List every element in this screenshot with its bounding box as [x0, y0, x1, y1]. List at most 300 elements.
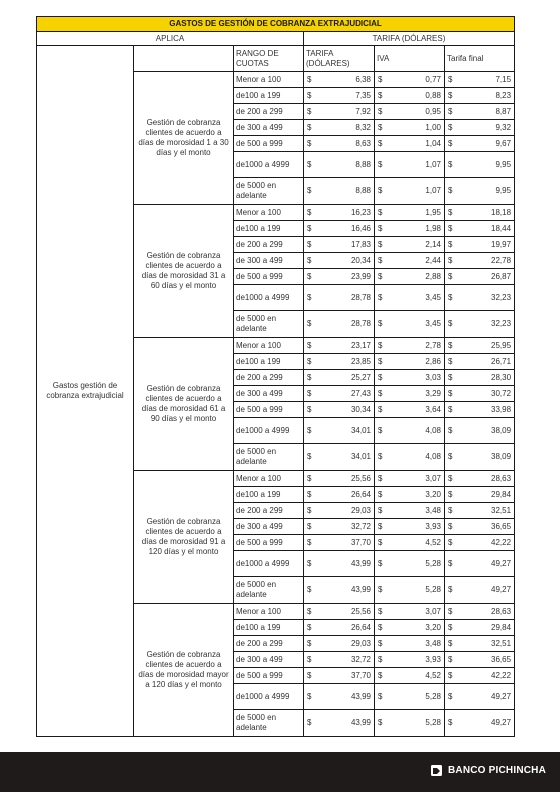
header-rango: RANGO DE CUOTAS [234, 46, 304, 72]
iva-cell [375, 710, 445, 737]
iva-cell-value: 3,64 [425, 404, 441, 414]
currency-symbol: $ [307, 585, 312, 594]
currency-symbol: $ [307, 452, 312, 461]
currency-symbol: $ [448, 74, 453, 84]
pichincha-logo-icon [431, 765, 442, 776]
rango-cell: de 500 a 999 [234, 402, 304, 418]
final-cell-value: 38,09 [491, 452, 512, 461]
tarifa-cell [304, 710, 375, 737]
final-cell-value: 22,78 [491, 255, 512, 265]
currency-symbol: $ [448, 271, 453, 281]
iva-cell-value: 3,48 [425, 638, 441, 648]
currency-symbol: $ [448, 186, 453, 195]
tarifa-cell [304, 221, 375, 237]
final-cell [445, 402, 515, 418]
tarifa-cell [304, 285, 375, 311]
currency-symbol: $ [378, 74, 383, 84]
rango-cell: de 200 a 299 [234, 503, 304, 519]
currency-symbol: $ [307, 404, 312, 414]
rango-cell: de1000 a 4999 [234, 418, 304, 444]
final-cell [445, 370, 515, 386]
tarifa-cell [304, 136, 375, 152]
currency-symbol: $ [448, 425, 453, 435]
group-label: Gestión de cobranza clientes de acuerdo a días de morosidad 1 a 30 días y el monto [134, 72, 234, 205]
tarifa-cell [304, 577, 375, 604]
tarifa-cell-value: 32,72 [350, 521, 371, 531]
iva-cell [375, 471, 445, 487]
iva-cell [375, 88, 445, 104]
tarifa-cell [304, 178, 375, 205]
tarifa-cell-value: 20,34 [350, 255, 371, 265]
rango-cell: de1000 a 4999 [234, 152, 304, 178]
tarifa-cell-value: 17,83 [350, 239, 371, 249]
iva-cell [375, 418, 445, 444]
currency-symbol: $ [448, 292, 453, 302]
tarifa-cell [304, 604, 375, 620]
final-cell-value: 18,44 [491, 223, 512, 233]
final-cell-value: 28,63 [491, 473, 512, 483]
aplica-cell: Gastos gestión de cobranza extrajudicial [37, 46, 134, 737]
rango-cell: Menor a 100 [234, 338, 304, 354]
tarifa-cell-value: 29,03 [350, 505, 371, 515]
currency-symbol: $ [448, 159, 453, 169]
currency-symbol: $ [378, 404, 383, 414]
tarifa-cell [304, 620, 375, 636]
iva-cell [375, 604, 445, 620]
iva-cell-value: 2,86 [425, 356, 441, 366]
iva-cell-value: 4,08 [425, 452, 441, 461]
final-cell [445, 152, 515, 178]
iva-cell [375, 104, 445, 120]
rango-cell: de100 a 199 [234, 88, 304, 104]
final-cell-value: 26,71 [491, 356, 512, 366]
rango-cell: de 5000 en adelante [234, 178, 304, 205]
currency-symbol: $ [448, 505, 453, 515]
currency-symbol: $ [448, 239, 453, 249]
currency-symbol: $ [448, 521, 453, 531]
currency-symbol: $ [378, 388, 383, 398]
tarifa-cell-value: 27,43 [350, 388, 371, 398]
final-cell [445, 104, 515, 120]
iva-cell [375, 338, 445, 354]
header-tarifa-final: Tarifa final [445, 46, 515, 72]
header-tarifa: TARIFA (DÓLARES) [304, 32, 515, 46]
tarifa-cell [304, 684, 375, 710]
header-iva: IVA [375, 46, 445, 72]
currency-symbol: $ [448, 106, 453, 116]
iva-cell-value: 5,28 [425, 718, 441, 727]
currency-symbol: $ [307, 622, 312, 632]
final-cell [445, 418, 515, 444]
final-cell [445, 338, 515, 354]
currency-symbol: $ [448, 340, 453, 350]
rango-cell: Menor a 100 [234, 205, 304, 221]
currency-symbol: $ [448, 356, 453, 366]
iva-cell [375, 285, 445, 311]
tarifa-cell [304, 402, 375, 418]
iva-cell-value: 3,07 [425, 473, 441, 483]
tarifa-cell-value: 25,56 [350, 473, 371, 483]
final-cell-value: 9,95 [495, 186, 512, 195]
final-cell [445, 205, 515, 221]
currency-symbol: $ [378, 207, 383, 217]
tarifa-cell [304, 311, 375, 338]
table-body [37, 17, 515, 737]
iva-cell-value: 5,28 [425, 691, 441, 701]
currency-symbol: $ [378, 691, 383, 701]
iva-cell-value: 1,95 [425, 207, 441, 217]
currency-symbol: $ [378, 585, 383, 594]
final-cell-value: 38,09 [491, 425, 512, 435]
tarifa-cell [304, 370, 375, 386]
tarifa-cell [304, 72, 375, 88]
tarifa-cell-value: 32,72 [350, 654, 371, 664]
currency-symbol: $ [307, 670, 312, 680]
iva-cell-value: 3,48 [425, 505, 441, 515]
iva-cell [375, 178, 445, 205]
tarifa-cell [304, 503, 375, 519]
iva-cell [375, 221, 445, 237]
tarifa-cell [304, 104, 375, 120]
currency-symbol: $ [448, 122, 453, 132]
currency-symbol: $ [378, 106, 383, 116]
currency-symbol: $ [307, 425, 312, 435]
final-cell-value: 8,87 [495, 106, 512, 116]
currency-symbol: $ [307, 388, 312, 398]
iva-cell-value: 3,93 [425, 654, 441, 664]
currency-symbol: $ [378, 223, 383, 233]
final-cell-value: 29,84 [491, 489, 512, 499]
subheader-row [37, 46, 515, 72]
final-cell-value: 25,95 [491, 340, 512, 350]
brand-name: BANCO PICHINCHA [448, 765, 546, 776]
tarifa-cell [304, 652, 375, 668]
currency-symbol: $ [448, 372, 453, 382]
currency-symbol: $ [378, 122, 383, 132]
rango-cell: de 500 a 999 [234, 269, 304, 285]
rango-cell: de1000 a 4999 [234, 684, 304, 710]
currency-symbol: $ [307, 90, 312, 100]
final-cell [445, 710, 515, 737]
currency-symbol: $ [448, 622, 453, 632]
currency-symbol: $ [378, 670, 383, 680]
currency-symbol: $ [448, 404, 453, 414]
iva-cell [375, 269, 445, 285]
fee-sheet [36, 16, 514, 737]
tarifa-cell-value: 43,99 [350, 558, 371, 568]
rango-cell: de1000 a 4999 [234, 551, 304, 577]
final-cell [445, 386, 515, 402]
iva-cell [375, 354, 445, 370]
iva-cell-value: 5,28 [425, 558, 441, 568]
currency-symbol: $ [378, 638, 383, 648]
currency-symbol: $ [448, 452, 453, 461]
final-cell-value: 7,15 [495, 74, 512, 84]
iva-cell [375, 120, 445, 136]
currency-symbol: $ [378, 521, 383, 531]
final-cell-value: 18,18 [491, 207, 512, 217]
iva-cell [375, 386, 445, 402]
final-cell [445, 88, 515, 104]
rango-cell: de 5000 en adelante [234, 444, 304, 471]
currency-symbol: $ [378, 622, 383, 632]
final-cell-value: 9,32 [495, 122, 512, 132]
currency-symbol: $ [378, 473, 383, 483]
final-cell [445, 354, 515, 370]
currency-symbol: $ [378, 340, 383, 350]
final-cell-value: 42,22 [491, 537, 512, 547]
currency-symbol: $ [448, 606, 453, 616]
iva-cell-value: 4,08 [425, 425, 441, 435]
tarifa-cell [304, 152, 375, 178]
final-cell-value: 49,27 [491, 718, 512, 727]
iva-cell-value: 3,20 [425, 622, 441, 632]
tarifa-cell [304, 88, 375, 104]
currency-symbol: $ [307, 255, 312, 265]
currency-symbol: $ [307, 138, 312, 148]
tarifa-cell [304, 636, 375, 652]
iva-cell [375, 72, 445, 88]
iva-cell [375, 402, 445, 418]
currency-symbol: $ [378, 356, 383, 366]
brand [431, 765, 546, 776]
iva-cell [375, 535, 445, 551]
rango-cell: de100 a 199 [234, 620, 304, 636]
currency-symbol: $ [378, 159, 383, 169]
tarifa-cell-value: 6,38 [355, 74, 371, 84]
final-cell [445, 269, 515, 285]
currency-symbol: $ [378, 319, 383, 328]
tarifa-cell-value: 8,32 [355, 122, 371, 132]
tarifa-cell [304, 668, 375, 684]
rango-cell: de1000 a 4999 [234, 285, 304, 311]
tarifa-cell-value: 8,88 [355, 159, 371, 169]
tarifa-cell [304, 338, 375, 354]
rango-cell: de 300 a 499 [234, 120, 304, 136]
currency-symbol: $ [378, 606, 383, 616]
currency-symbol: $ [307, 271, 312, 281]
group-label: Gestión de cobranza clientes de acuerdo a días de morosidad 91 a 120 días y el monto [134, 471, 234, 604]
final-cell-value: 19,97 [491, 239, 512, 249]
iva-cell-value: 2,44 [425, 255, 441, 265]
iva-cell-value: 3,20 [425, 489, 441, 499]
tarifa-cell-value: 16,46 [350, 223, 371, 233]
currency-symbol: $ [307, 122, 312, 132]
iva-cell-value: 2,78 [425, 340, 441, 350]
rango-cell: de100 a 199 [234, 487, 304, 503]
iva-cell [375, 577, 445, 604]
iva-cell-value: 3,45 [425, 319, 441, 328]
currency-symbol: $ [307, 606, 312, 616]
currency-symbol: $ [307, 718, 312, 727]
final-cell [445, 503, 515, 519]
final-cell [445, 652, 515, 668]
currency-symbol: $ [378, 255, 383, 265]
currency-symbol: $ [307, 340, 312, 350]
iva-cell-value: 1,00 [425, 122, 441, 132]
tarifa-cell-value: 43,99 [350, 585, 371, 594]
iva-cell-value: 2,14 [425, 239, 441, 249]
tarifa-cell [304, 120, 375, 136]
rango-cell: Menor a 100 [234, 604, 304, 620]
rango-cell: de 200 a 299 [234, 370, 304, 386]
final-cell-value: 32,23 [491, 319, 512, 328]
iva-cell-value: 1,07 [425, 186, 441, 195]
iva-cell-value: 0,88 [425, 90, 441, 100]
iva-cell-value: 2,88 [425, 271, 441, 281]
rango-cell: Menor a 100 [234, 471, 304, 487]
tarifa-cell [304, 535, 375, 551]
tarifa-cell-value: 34,01 [350, 425, 371, 435]
iva-cell-value: 1,98 [425, 223, 441, 233]
iva-cell [375, 551, 445, 577]
rango-cell: de 500 a 999 [234, 136, 304, 152]
final-cell-value: 9,67 [495, 138, 512, 148]
currency-symbol: $ [448, 670, 453, 680]
rango-cell: de 300 a 499 [234, 253, 304, 269]
currency-symbol: $ [448, 138, 453, 148]
tarifa-cell-value: 23,99 [350, 271, 371, 281]
currency-symbol: $ [378, 239, 383, 249]
tarifa-cell [304, 487, 375, 503]
currency-symbol: $ [378, 138, 383, 148]
final-cell-value: 29,84 [491, 622, 512, 632]
currency-symbol: $ [448, 473, 453, 483]
rango-cell: de 500 a 999 [234, 668, 304, 684]
currency-symbol: $ [448, 654, 453, 664]
iva-cell [375, 311, 445, 338]
tarifa-cell-value: 26,64 [350, 489, 371, 499]
currency-symbol: $ [448, 691, 453, 701]
rango-cell: de 500 a 999 [234, 535, 304, 551]
iva-cell-value: 0,95 [425, 106, 441, 116]
currency-symbol: $ [307, 356, 312, 366]
currency-symbol: $ [378, 718, 383, 727]
final-cell [445, 471, 515, 487]
currency-symbol: $ [378, 489, 383, 499]
iva-cell-value: 3,45 [425, 292, 441, 302]
final-cell [445, 285, 515, 311]
currency-symbol: $ [307, 691, 312, 701]
final-cell-value: 32,23 [491, 292, 512, 302]
final-cell [445, 551, 515, 577]
currency-symbol: $ [307, 223, 312, 233]
currency-symbol: $ [378, 90, 383, 100]
final-cell-value: 8,23 [495, 90, 512, 100]
iva-cell [375, 620, 445, 636]
currency-symbol: $ [448, 585, 453, 594]
tarifa-cell [304, 205, 375, 221]
iva-cell [375, 152, 445, 178]
iva-cell-value: 4,52 [425, 537, 441, 547]
currency-symbol: $ [378, 654, 383, 664]
tarifa-cell [304, 354, 375, 370]
final-cell [445, 684, 515, 710]
iva-cell [375, 487, 445, 503]
final-cell [445, 668, 515, 684]
final-cell [445, 221, 515, 237]
tarifa-cell-value: 23,85 [350, 356, 371, 366]
currency-symbol: $ [307, 74, 312, 84]
currency-symbol: $ [307, 106, 312, 116]
tarifa-cell-value: 25,27 [350, 372, 371, 382]
iva-cell-value: 4,52 [425, 670, 441, 680]
currency-symbol: $ [307, 558, 312, 568]
rango-cell: de100 a 199 [234, 221, 304, 237]
rango-cell: de100 a 199 [234, 354, 304, 370]
final-cell [445, 620, 515, 636]
final-cell-value: 42,22 [491, 670, 512, 680]
group-label: Gestión de cobranza clientes de acuerdo a días de morosidad 31 a 60 días y el monto [134, 205, 234, 338]
rango-cell: de 200 a 299 [234, 104, 304, 120]
iva-cell [375, 370, 445, 386]
currency-symbol: $ [307, 186, 312, 195]
currency-symbol: $ [307, 521, 312, 531]
tarifa-cell-value: 7,35 [355, 90, 371, 100]
final-cell-value: 32,51 [491, 638, 512, 648]
final-cell-value: 28,30 [491, 372, 512, 382]
final-cell-value: 28,63 [491, 606, 512, 616]
rango-cell: de 5000 en adelante [234, 577, 304, 604]
group-label: Gestión de cobranza clientes de acuerdo a días de morosidad 61 a 90 días y el monto [134, 338, 234, 471]
iva-cell-value: 3,29 [425, 388, 441, 398]
tarifa-cell [304, 386, 375, 402]
currency-symbol: $ [307, 372, 312, 382]
currency-symbol: $ [378, 372, 383, 382]
tarifa-cell [304, 253, 375, 269]
currency-symbol: $ [307, 159, 312, 169]
currency-symbol: $ [307, 292, 312, 302]
iva-cell [375, 253, 445, 269]
iva-cell-value: 3,03 [425, 372, 441, 382]
currency-symbol: $ [448, 718, 453, 727]
tarifa-cell-value: 30,34 [350, 404, 371, 414]
currency-symbol: $ [378, 537, 383, 547]
header-tarifa-dolares: TARIFA (DÓLARES) [304, 46, 375, 72]
final-cell-value: 30,72 [491, 388, 512, 398]
iva-cell-value: 3,93 [425, 521, 441, 531]
currency-symbol: $ [378, 292, 383, 302]
iva-cell [375, 136, 445, 152]
tarifa-cell-value: 25,56 [350, 606, 371, 616]
iva-cell-value: 1,04 [425, 138, 441, 148]
collection-fees-table [36, 16, 515, 737]
currency-symbol: $ [307, 207, 312, 217]
currency-symbol: $ [448, 558, 453, 568]
rango-cell: de 300 a 499 [234, 652, 304, 668]
final-cell-value: 49,27 [491, 585, 512, 594]
final-cell-value: 49,27 [491, 691, 512, 701]
currency-symbol: $ [307, 505, 312, 515]
tarifa-cell-value: 7,92 [355, 106, 371, 116]
final-cell [445, 136, 515, 152]
iva-cell [375, 519, 445, 535]
currency-symbol: $ [307, 319, 312, 328]
final-cell-value: 32,51 [491, 505, 512, 515]
iva-cell [375, 503, 445, 519]
rango-cell: de 200 a 299 [234, 237, 304, 253]
final-cell [445, 535, 515, 551]
tarifa-cell-value: 37,70 [350, 537, 371, 547]
currency-symbol: $ [378, 186, 383, 195]
header-aplica: APLICA [37, 32, 304, 46]
currency-symbol: $ [448, 207, 453, 217]
iva-cell [375, 636, 445, 652]
currency-symbol: $ [307, 654, 312, 664]
tarifa-cell [304, 551, 375, 577]
iva-cell [375, 668, 445, 684]
tarifa-cell [304, 444, 375, 471]
